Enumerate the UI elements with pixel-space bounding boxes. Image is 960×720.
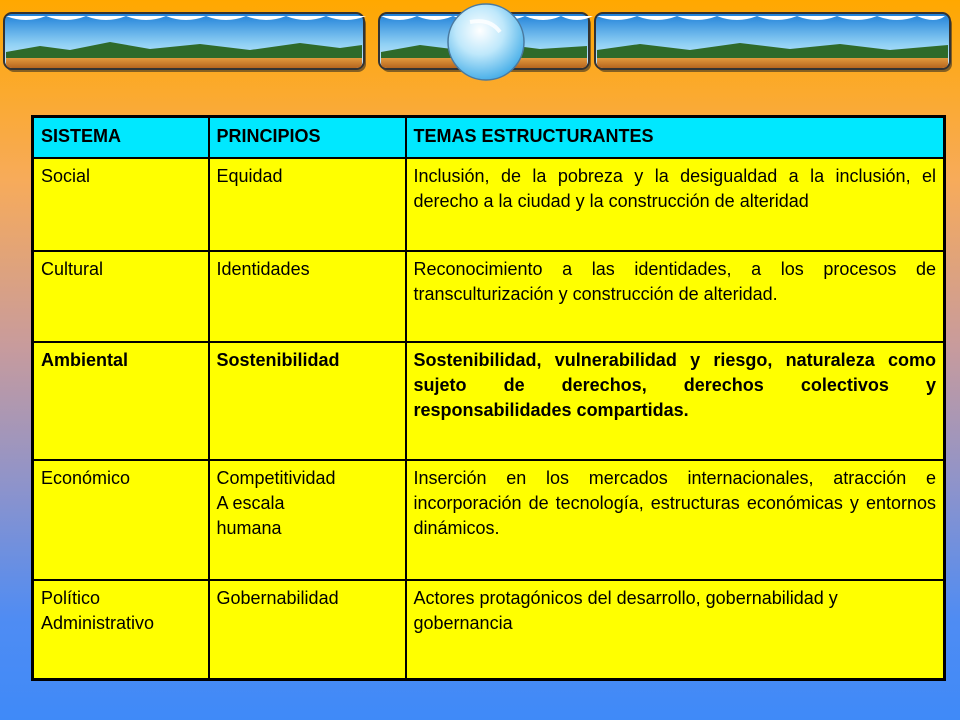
sistema-line: Político [41,587,101,608]
cell-sistema: Ambiental [33,342,209,460]
header-temas: TEMAS ESTRUCTURANTES [406,117,945,158]
principles-table [31,115,946,681]
table-row [33,158,945,251]
cell-sistema [33,580,209,680]
principios-line: Competitividad [216,467,336,488]
header-sistema: SISTEMA [33,117,209,158]
table-row [33,460,945,580]
sistema-line: Administrativo [41,612,155,633]
cell-temas: Actores protagónicos del desarrollo, gobernabilidad y gobernancia [406,580,945,680]
principios-line: A escala [216,492,285,513]
table-row [33,580,945,680]
cell-sistema: Social [33,158,209,251]
cell-temas: Inclusión, de la pobreza y la desigualdad a la inclusión, el derecho a la ciudad y la construcción de alteridad [406,158,945,251]
table-header-row [33,117,945,158]
cell-temas: Sostenibilidad, vulnerabilidad y riesgo, naturaleza como sujeto de derechos, derechos colectivos y responsabilidades compartidas. [406,342,945,460]
cell-temas: Inserción en los mercados internacionales, atracción e incorporación de tecnología, estructuras económicas y entornos dinámicos. [406,460,945,580]
table-row [33,342,945,460]
cell-principios: Equidad [209,158,406,251]
cell-principios: Gobernabilidad [209,580,406,680]
cell-principios [209,460,406,580]
decorative-banner [0,0,960,95]
landscape-panel-right [595,13,952,72]
cell-principios: Sostenibilidad [209,342,406,460]
table-row [33,251,945,342]
landscape-panel-left [4,13,366,72]
globe-icon [448,4,524,80]
cell-sistema: Cultural [33,251,209,342]
principios-line: humana [216,517,282,538]
header-principios: PRINCIPIOS [209,117,406,158]
cell-temas: Reconocimiento a las identidades, a los procesos de transculturización y construcción de alteridad. [406,251,945,342]
cell-sistema: Económico [33,460,209,580]
cell-principios: Identidades [209,251,406,342]
